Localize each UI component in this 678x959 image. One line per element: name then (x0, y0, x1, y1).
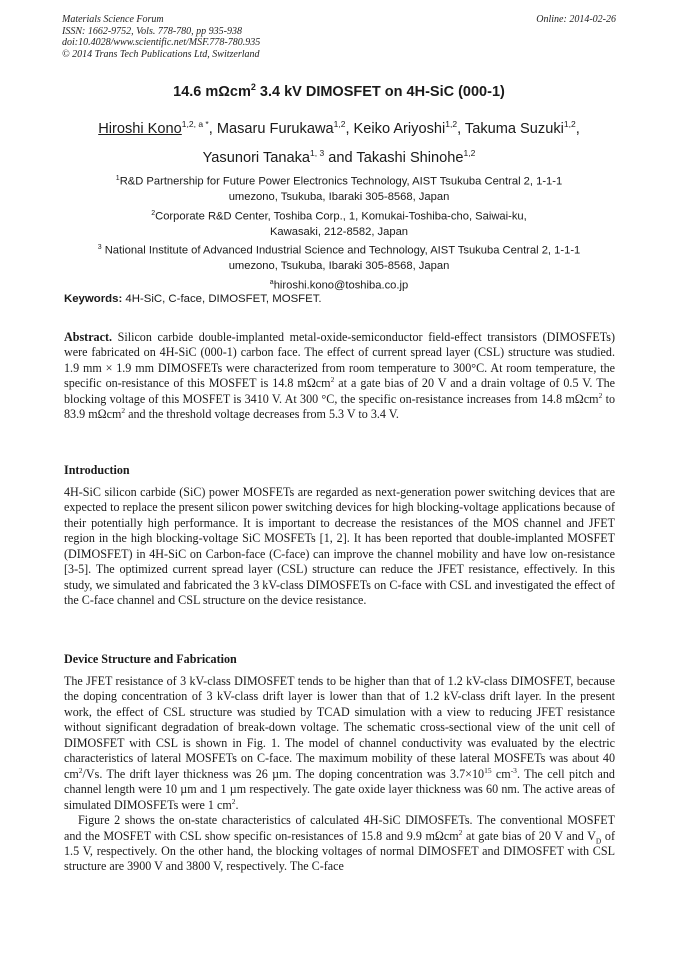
journal-name: Materials Science Forum (62, 14, 164, 25)
device-structure-heading: Device Structure and Fabrication (64, 652, 237, 666)
author-line-2 (52, 141, 626, 170)
keywords (64, 293, 624, 305)
affiliation-1 (52, 171, 626, 190)
affiliation-3-cont: umezono, Tsukuba, Ibaraki 305-8568, Japan (228, 260, 450, 273)
body-text: of 1.5 V, respectively. On the other hand, the blocking voltages of normal DIMOSFET and DIMOSFET with CSL structure are 3900 V and 3800 V, respectively. The C-face (64, 828, 615, 874)
subscript: D (595, 835, 602, 845)
abstract-label: Abstract. (64, 330, 113, 344)
abstract-paragraph (64, 330, 615, 423)
abstract-text: and the threshold voltage decreases from 5.3 V to 3.4 V. (125, 407, 399, 422)
title-text: 14.6 mΩcm (173, 83, 251, 100)
affiliation-marker: a (269, 278, 274, 286)
keywords-label: Keywords: (64, 293, 123, 305)
body-text: /Vs. The drift layer thickness was 26 µm. The doping concentration was 3.7×10 (82, 766, 485, 781)
author-marker: 1,2 (563, 119, 576, 129)
journal-header (62, 14, 616, 60)
abstract-text: Silicon carbide double-implanted metal-oxide-semiconductor field-effect transistors (DIMOSFETs) were fabricated on 4H-SiC (000-1) carbon face. The effect of current spread layer (CSL) structure was studied. 1.9 mm × 1.9 mm DIMOSFETs were characterized from room temperature to 300°C. At room temperature, the specific on-resistance of this MOSFET is 14.8 mΩcm (64, 330, 615, 391)
title-text-rest: 3.4 kV DIMOSFET on 4H-SiC (000-1) (255, 83, 505, 100)
author-separator: , (575, 120, 580, 137)
affiliation-text: National Institute of Advanced Industrial Science and Technology, AIST Tsukuba Central 2, 1-1-1 (101, 244, 581, 257)
copyright-line: © 2014 Trans Tech Publications Ltd, Switzerland (62, 48, 260, 60)
keywords-text: 4H-SiC, C-face, DIMOSFET, MOSFET. (122, 293, 322, 305)
affiliation-3 (52, 240, 626, 259)
body-text: . (235, 797, 239, 812)
author-keiko-ariyoshi: , Keiko Ariyoshi (345, 120, 446, 137)
affiliation-text: R&D Partnership for Future Power Electronics Technology, AIST Tsukuba Central 2, 1-1-1 (119, 175, 563, 188)
author-masaru-furukawa: , Masaru Furukawa (208, 120, 334, 137)
superscript: 2 (121, 406, 126, 416)
affiliation-1-cont: umezono, Tsukuba, Ibaraki 305-8568, Japan (228, 191, 450, 204)
author-marker: 1,2 (463, 147, 476, 158)
paper-title (30, 82, 648, 100)
email-text: hiroshi.kono@toshiba.co.jp (273, 279, 409, 292)
author-marker: 1,2 (333, 119, 346, 129)
abstract-text: to 83.9 mΩcm (64, 391, 615, 422)
superscript: -3 (510, 765, 517, 775)
body-text: Figure 2 shows the on-state characteristics of calculated 4H-SiC DIMOSFETs. The conventional MOSFET and the MOSFET with CSL show specific on-resistances of 15.8 and 9.9 mΩcm (64, 813, 615, 843)
superscript: 2 (330, 375, 335, 385)
introduction-heading: Introduction (64, 463, 130, 477)
author-yasunori-tanaka: Yasunori Tanaka (202, 149, 311, 166)
author-marker: 1,2, a * (181, 119, 209, 129)
corresponding-email (52, 275, 626, 294)
introduction-body (64, 485, 615, 609)
superscript: 2 (231, 796, 236, 806)
author-takuma-suzuki: , Takuma Suzuki (457, 120, 564, 137)
device-paragraph-2 (64, 813, 615, 875)
introduction-paragraph: 4H-SiC silicon carbide (SiC) power MOSFETs are regarded as next-generation power switching devices that are expected to replace the present silicon power switching devices for high blocking-voltage applications because of their potentially high performance. It is important to decrease the resistances of the MOS channel and JFET region in the high blocking-voltage SiC MOSFETs [1, 2]. It has been reported that double-implanted MOSFET (DIMOSFET) in 4H-SiC on Carbon-face (C-face) can improve the channel mobility and have low on-resistance [3-5]. The optimized current spread layer (CSL) structure can reduce the JFET resistance, effectively. In this study, we simulated and fabricated the 3 kV-class DIMOSFETs on C-face with CSL and investigated the effect of the C-face channel and CSL structure on the device resistance. (64, 485, 615, 608)
author-list (52, 112, 626, 170)
body-text: cm (491, 766, 511, 781)
author-marker: 1, 3 (310, 147, 325, 158)
affiliation-2 (52, 206, 626, 225)
body-text: at gate bias of 20 V and V (462, 828, 596, 843)
affiliation-marker: 2 (151, 209, 156, 217)
superscript: 2 (78, 765, 83, 775)
body-text: . The cell pitch and channel length were 10 µm and 1 µm respectively. The gate oxide layer thickness was 60 nm. The active areas of simulated DIMOSFETs were 1 cm (64, 766, 615, 812)
affiliation-text: Corporate R&D Center, Toshiba Corp., 1, Komukai-Toshiba-cho, Saiwai-ku, (155, 210, 527, 223)
abstract (64, 330, 615, 423)
affiliation-marker: 1 (115, 175, 120, 182)
online-date: Online: 2014-02-26 (536, 14, 616, 25)
author-takashi-shinohe: and Takashi Shinohe (324, 149, 464, 166)
author-marker: 1,2 (445, 119, 458, 129)
superscript: 15 (484, 765, 492, 775)
superscript: 2 (598, 390, 603, 400)
affiliations (52, 171, 626, 294)
author-hiroshi-kono: Hiroshi Kono (98, 120, 182, 137)
abstract-text: at a gate bias of 20 V and a drain voltage of 0.5 V. The blocking voltage of this MOSFET is 3410 V. At 300 °C, the specific on-resistance increases from 14.8 mΩcm (64, 376, 615, 406)
affiliation-2-cont: Kawasaki, 212-8582, Japan (269, 225, 409, 238)
superscript: 2 (458, 827, 463, 837)
author-line-1 (52, 112, 626, 141)
body-text: The JFET resistance of 3 kV-class DIMOSFET tends to be higher than that of 1.2 kV-class DIMOSFET, because the doping concentration of 3 kV-class drift layer is lower than that of 1.2 kV-class drift layer. In the present work, the effect of CSL structure was studied by TCAD simulation with a view to reducing JFET resistance without significant degradation of break-down voltage. The schematic cross-sectional view of the unit cell of DIMOSFET with CSL is shown in Fig. 1. The model of channel conductivity was evaluated by the electric characteristics of lateral MOSFETs on C-face. The maximum mobility of these lateral MOSFETs was about 40 cm (64, 674, 615, 781)
affiliation-marker: 3 (97, 244, 102, 252)
device-paragraph-1 (64, 674, 615, 813)
title-superscript: 2 (250, 82, 256, 92)
device-structure-body (64, 674, 615, 875)
doi-line: doi:10.4028/www.scientific.net/MSF.778-780.935 (62, 37, 261, 49)
issn-line: ISSN: 1662-9752, Vols. 778-780, pp 935-938 (62, 25, 242, 37)
